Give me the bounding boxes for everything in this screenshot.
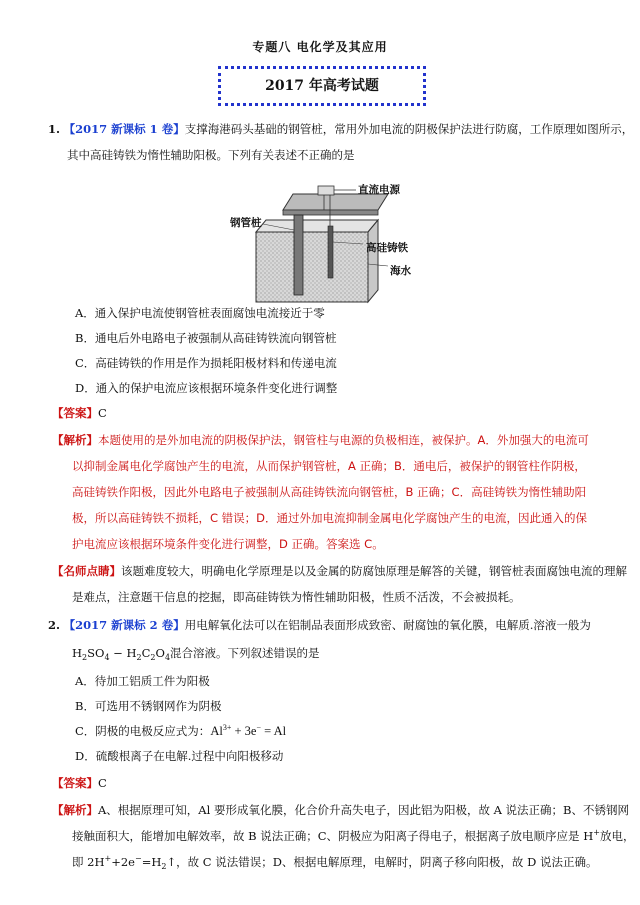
q1-option-b: B．通电后外电路电子被强制从高硅铸铁流向钢管桩 xyxy=(75,331,337,345)
q1-analysis-line3: 高硅铸铁作阳极，因此外电路电子被强制从高硅铸铁流向钢管桩，B 正确；C．高硅铸铁为惰性辅助阳 xyxy=(72,485,587,499)
q1-answer-tag: 【答案】 xyxy=(52,406,98,420)
q2-number: 2. xyxy=(48,618,61,632)
q1-tip-line1 xyxy=(52,563,627,579)
q1-analysis-line1 xyxy=(52,432,589,448)
q2-option-d: D．硫酸根离子在电解.过程中向阳极移动 xyxy=(75,749,284,763)
label-iron: 高硅铸铁 xyxy=(366,242,408,254)
q1-stem-line2: 其中高硅铸铁为惰性辅助阳极。下列有关表述不正确的是 xyxy=(67,148,355,162)
q1-tip-line2: 是难点，注意题干信息的挖掘，即高硅铸铁为惰性辅助阳极，性质不活泼，不会被损耗。 xyxy=(72,590,521,604)
q2-stem-line2 xyxy=(72,645,320,662)
q1-option-c: C．高硅铸铁的作用是作为损耗阳极材料和传递电流 xyxy=(75,356,337,370)
steel-pile xyxy=(294,215,303,295)
q1-answer: C xyxy=(98,406,107,420)
q1-analysis-text1: 本题使用的是外加电流的阴极保护法，钢管柱与电源的负极相连，被保护。A．外加强大的电流可 xyxy=(98,433,589,447)
q1-analysis-line4: 极，所以高硅铸铁不损耗，C 错误；D．通过外加电流抑制金属电化学腐蚀产生的电流，因此通入的保 xyxy=(72,511,588,525)
q2-option-c: C．阴极的电极反应式为：$Al^{3+} + 3e^- = Al$ xyxy=(75,723,287,738)
q1-answer-row xyxy=(52,405,107,421)
q1-tip-text1: 该题难度较大，明确电化学原理是以及金属的防腐蚀原理是解答的关键，钢管桩表面腐蚀电流的理解 xyxy=(121,564,627,578)
q2-analysis-line3: 即 $2H^++2e^-=H_2↑$，故 C 说法错误；D、根据电解原理，电解时，阴离子移向阳极，故 D 说法正确。 xyxy=(72,854,598,871)
q1-analysis-tag: 【解析】 xyxy=(52,433,98,447)
q2-answer-row xyxy=(52,775,107,791)
year-title: 2017 年高考试题 xyxy=(265,78,379,94)
q2-analysis-line2: 接触面积大，能增加电解效率，故 B 说法正确；C、阴极应为阳离子得电子，根据离子放电顺序应是 H+放电， xyxy=(72,828,635,843)
q1-analysis-line5: 护电流应该根据环境条件变化进行调整，D 正确。答案选 C。 xyxy=(72,537,384,551)
label-pile: 钢管桩 xyxy=(230,217,262,229)
q1-analysis-line2: 以抑制金属电化学腐蚀产生的电流，从而保护钢管桩，A 正确；B．通电后，被保护的钢管柱作阴极， xyxy=(72,459,586,473)
label-power: 直流电源 xyxy=(358,184,400,196)
q2-stem-text1: 用电解氧化法可以在铝制品表面形成致密、耐腐蚀的氧化膜，电解质.溶液一般为 xyxy=(184,618,591,632)
q2-answer: C xyxy=(98,776,107,790)
power-box xyxy=(318,186,334,195)
q1-tip-tag: 【名师点睛】 xyxy=(52,564,121,578)
q2-source: 【2017 新课标 2 卷】 xyxy=(63,618,185,632)
q2-analysis-line1 xyxy=(52,802,629,818)
iron-anode xyxy=(328,226,333,278)
q2-analysis-tag: 【解析】 xyxy=(52,803,98,817)
q1-option-a: A．通入保护电流使钢管桩表面腐蚀电流接近于零 xyxy=(75,306,325,320)
q2-option-a: A．待加工铝质工件为阳极 xyxy=(75,674,210,688)
q1-source: 【2017 新课标 1 卷】 xyxy=(63,122,185,136)
q2-stem-line1 xyxy=(48,617,591,633)
q2-option-b: B．可选用不锈钢网作为阴极 xyxy=(75,699,222,713)
q1-option-d: D．通入的保护电流应该根据环境条件变化进行调整 xyxy=(75,381,338,395)
chapter-title: 专题八 电化学及其应用 xyxy=(252,40,388,54)
q1-stem-text1: 支撑海港码头基础的钢管桩，常用外加电流的阴极保护法进行防腐，工作原理如图所示， xyxy=(184,122,634,136)
q2-formula: $H_2SO_4 - H_2C_2O_4$ xyxy=(72,646,171,662)
tank-front xyxy=(256,232,368,302)
year-title-box xyxy=(218,66,426,106)
q2-equation: $Al^{3+} + 3e^- = Al$ xyxy=(210,723,287,738)
label-sea: 海水 xyxy=(390,265,411,277)
q1-stem-line1 xyxy=(48,121,633,137)
q2-stem-text2: 混合溶液。下列叙述错误的是 xyxy=(170,646,320,660)
q1-number: 1. xyxy=(48,122,61,136)
q2-analysis-text1: A、根据原理可知，Al 要形成氧化膜，化合价升高失电子，因此铝为阳极，故 A 说法正确；B、不锈钢网 xyxy=(98,803,630,817)
q2-answer-tag: 【答案】 xyxy=(52,776,98,790)
